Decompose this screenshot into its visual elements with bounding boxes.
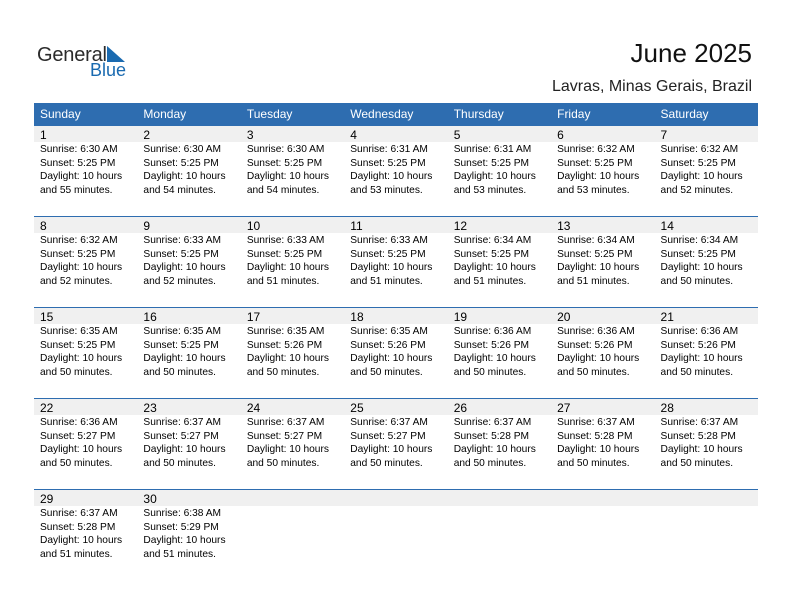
daylight-text: Daylight: 10 hours [557, 353, 640, 364]
day-number: 1 [40, 128, 47, 142]
daylight-text: Daylight: 10 hours [350, 262, 433, 273]
daylight-minutes-text: and 51 minutes. [453, 275, 527, 287]
weekday-wednesday: Wednesday [350, 107, 414, 121]
empty-day-cell [344, 490, 447, 561]
sunrise-text: Sunrise: 6:31 AM [453, 144, 532, 155]
location-label: Lavras, Minas Gerais, Brazil [551, 78, 752, 95]
daylight-text: Daylight: 10 hours [246, 262, 329, 273]
day-cell [34, 490, 137, 561]
daylight-text: Daylight: 10 hours [660, 444, 743, 455]
daylight-minutes-text: and 50 minutes. [660, 366, 734, 378]
sunset-text: Sunset: 5:28 PM [40, 521, 116, 533]
sunrise-text: Sunrise: 6:37 AM [660, 417, 739, 428]
week-row [34, 216, 758, 307]
day-cell [344, 217, 447, 288]
daylight-text: Daylight: 10 hours [143, 171, 226, 182]
day-cell [655, 399, 758, 470]
sunrise-text: Sunrise: 6:34 AM [557, 235, 635, 246]
sunset-text: Sunset: 5:28 PM [453, 430, 530, 442]
sunset-text: Sunset: 5:27 PM [40, 430, 116, 442]
daylight-minutes-text: and 54 minutes. [246, 184, 320, 196]
daylight-text: Daylight: 10 hours [660, 262, 743, 273]
sunrise-text: Sunrise: 6:32 AM [40, 235, 118, 246]
day-cell [551, 399, 654, 470]
day-cell [448, 126, 551, 197]
weekday-tuesday: Tuesday [246, 107, 293, 121]
day-number: 20 [557, 310, 571, 324]
sunrise-text: Sunrise: 6:34 AM [453, 235, 532, 246]
day-cell [241, 399, 344, 470]
day-cell [551, 126, 654, 197]
sunrise-text: Sunrise: 6:37 AM [350, 417, 428, 428]
day-number: 19 [453, 310, 468, 324]
day-number: 23 [143, 401, 157, 415]
sunset-text: Sunset: 5:25 PM [350, 248, 426, 260]
daylight-text: Daylight: 10 hours [40, 444, 123, 455]
empty-day-cell [241, 490, 344, 561]
sunrise-text: Sunrise: 6:37 AM [40, 508, 118, 519]
daylight-text: Daylight: 10 hours [350, 171, 433, 182]
daylight-minutes-text: and 52 minutes. [660, 184, 734, 196]
sunset-text: Sunset: 5:25 PM [660, 248, 736, 260]
daylight-minutes-text: and 52 minutes. [143, 275, 216, 287]
page-title: June 2025 [630, 38, 752, 68]
sunrise-text: Sunrise: 6:32 AM [557, 144, 635, 155]
day-cell [137, 308, 240, 379]
day-number: 12 [453, 219, 468, 233]
sunrise-text: Sunrise: 6:35 AM [40, 326, 118, 337]
week-days [34, 490, 758, 561]
daylight-text: Daylight: 10 hours [350, 353, 433, 364]
day-cell [34, 399, 137, 470]
day-cell [448, 217, 551, 288]
day-cell [34, 308, 137, 379]
day-number: 8 [40, 219, 47, 233]
sunrise-text: Sunrise: 6:35 AM [143, 326, 222, 337]
daylight-minutes-text: and 50 minutes. [350, 366, 423, 378]
sunset-text: Sunset: 5:27 PM [246, 430, 323, 442]
daylight-text: Daylight: 10 hours [557, 171, 640, 182]
sunrise-text: Sunrise: 6:36 AM [557, 326, 635, 337]
sunset-text: Sunset: 5:25 PM [246, 157, 323, 169]
daylight-text: Daylight: 10 hours [350, 444, 433, 455]
daylight-minutes-text: and 50 minutes. [557, 366, 630, 378]
daylight-text: Daylight: 10 hours [40, 535, 123, 546]
calendar-grid [34, 103, 758, 580]
day-cell [655, 217, 758, 288]
sunrise-text: Sunrise: 6:36 AM [453, 326, 532, 337]
day-cell [137, 126, 240, 197]
daylight-text: Daylight: 10 hours [246, 444, 329, 455]
daylight-minutes-text: and 51 minutes. [143, 548, 216, 560]
sunset-text: Sunset: 5:25 PM [453, 248, 530, 260]
daylight-minutes-text: and 50 minutes. [246, 457, 320, 469]
day-number: 29 [40, 492, 54, 506]
day-number: 17 [246, 310, 261, 324]
daylight-text: Daylight: 10 hours [143, 444, 226, 455]
daylight-minutes-text: and 50 minutes. [40, 457, 113, 469]
weekday-friday: Friday [557, 107, 591, 121]
daylight-text: Daylight: 10 hours [453, 444, 536, 455]
empty-day-cell [448, 490, 551, 561]
daylight-minutes-text: and 50 minutes. [453, 366, 527, 378]
daylight-minutes-text: and 51 minutes. [246, 275, 320, 287]
daylight-minutes-text: and 55 minutes. [40, 184, 113, 196]
sunrise-text: Sunrise: 6:30 AM [246, 144, 325, 155]
daylight-text: Daylight: 10 hours [660, 171, 743, 182]
day-number: 4 [350, 128, 357, 142]
sunrise-text: Sunrise: 6:30 AM [40, 144, 118, 155]
day-number: 7 [660, 128, 668, 142]
day-number: 13 [557, 219, 571, 233]
sunset-text: Sunset: 5:25 PM [143, 248, 219, 260]
sunrise-text: Sunrise: 6:30 AM [143, 144, 222, 155]
sunrise-text: Sunrise: 6:33 AM [143, 235, 222, 246]
sunset-text: Sunset: 5:27 PM [350, 430, 426, 442]
sunset-text: Sunset: 5:25 PM [557, 248, 633, 260]
day-number: 30 [143, 492, 157, 506]
daylight-minutes-text: and 51 minutes. [350, 275, 423, 287]
day-number: 11 [350, 219, 363, 233]
sunrise-text: Sunrise: 6:35 AM [350, 326, 428, 337]
day-number: 10 [246, 219, 261, 233]
day-cell [344, 126, 447, 197]
weekday-saturday: Saturday [660, 107, 709, 121]
day-cell [137, 217, 240, 288]
daylight-text: Daylight: 10 hours [453, 171, 536, 182]
sunset-text: Sunset: 5:26 PM [246, 339, 323, 351]
day-cell [34, 217, 137, 288]
daylight-minutes-text: and 53 minutes. [350, 184, 423, 196]
day-number: 6 [557, 128, 564, 142]
sunset-text: Sunset: 5:25 PM [557, 157, 633, 169]
day-number: 22 [40, 401, 54, 415]
daylight-text: Daylight: 10 hours [143, 353, 226, 364]
empty-day-cell [655, 490, 758, 561]
day-number: 24 [246, 401, 261, 415]
sunset-text: Sunset: 5:28 PM [557, 430, 633, 442]
week-row [34, 307, 758, 398]
daylight-text: Daylight: 10 hours [246, 171, 329, 182]
day-number: 2 [143, 128, 151, 142]
daylight-minutes-text: and 53 minutes. [557, 184, 630, 196]
sunrise-text: Sunrise: 6:36 AM [660, 326, 739, 337]
weekday-thursday: Thursday [453, 107, 504, 121]
day-cell [241, 308, 344, 379]
week-days [34, 126, 758, 197]
empty-day-cell [551, 490, 654, 561]
day-cell [241, 217, 344, 288]
daylight-text: Daylight: 10 hours [660, 353, 743, 364]
day-number: 21 [660, 310, 674, 324]
brand-logo [37, 42, 147, 82]
day-number: 18 [350, 310, 364, 324]
sunset-text: Sunset: 5:25 PM [143, 339, 219, 351]
sunset-text: Sunset: 5:29 PM [143, 521, 219, 533]
weekday-monday: Monday [143, 107, 187, 121]
daylight-minutes-text: and 50 minutes. [557, 457, 630, 469]
sunset-text: Sunset: 5:25 PM [660, 157, 736, 169]
daylight-text: Daylight: 10 hours [246, 353, 329, 364]
day-number: 25 [350, 401, 364, 415]
day-cell [551, 308, 654, 379]
daylight-minutes-text: and 50 minutes. [660, 275, 734, 287]
day-cell [137, 490, 240, 561]
day-number: 27 [557, 401, 571, 415]
sunrise-text: Sunrise: 6:33 AM [246, 235, 325, 246]
daylight-minutes-text: and 50 minutes. [246, 366, 320, 378]
sunset-text: Sunset: 5:25 PM [143, 157, 219, 169]
daylight-text: Daylight: 10 hours [557, 444, 640, 455]
day-number: 5 [453, 128, 461, 142]
day-cell [655, 308, 758, 379]
daylight-minutes-text: and 50 minutes. [143, 366, 216, 378]
daylight-text: Daylight: 10 hours [453, 262, 536, 273]
weekday-header [34, 103, 758, 126]
daylight-minutes-text: and 51 minutes. [40, 548, 113, 560]
sunset-text: Sunset: 5:26 PM [557, 339, 633, 351]
day-cell [241, 126, 344, 197]
daylight-text: Daylight: 10 hours [40, 262, 123, 273]
sunset-text: Sunset: 5:25 PM [40, 339, 116, 351]
sunset-text: Sunset: 5:25 PM [40, 157, 116, 169]
day-cell [344, 399, 447, 470]
day-cell [448, 399, 551, 470]
sunrise-text: Sunrise: 6:34 AM [660, 235, 739, 246]
week-days [34, 399, 758, 470]
daylight-text: Daylight: 10 hours [40, 171, 123, 182]
sunset-text: Sunset: 5:26 PM [660, 339, 736, 351]
day-number: 9 [143, 219, 151, 233]
daylight-text: Daylight: 10 hours [453, 353, 536, 364]
day-cell [137, 399, 240, 470]
day-number: 28 [660, 401, 674, 415]
daylight-text: Daylight: 10 hours [40, 353, 123, 364]
week-row [34, 126, 758, 216]
daylight-text: Daylight: 10 hours [143, 535, 226, 546]
daylight-minutes-text: and 52 minutes. [40, 275, 113, 287]
sunset-text: Sunset: 5:27 PM [143, 430, 219, 442]
sunrise-text: Sunrise: 6:33 AM [350, 235, 428, 246]
daylight-minutes-text: and 51 minutes. [557, 275, 630, 287]
sunset-text: Sunset: 5:28 PM [660, 430, 736, 442]
day-cell [551, 217, 654, 288]
sunset-text: Sunset: 5:25 PM [40, 248, 116, 260]
daylight-minutes-text: and 54 minutes. [143, 184, 216, 196]
sunset-text: Sunset: 5:26 PM [350, 339, 426, 351]
sunrise-text: Sunrise: 6:31 AM [350, 144, 428, 155]
sunset-text: Sunset: 5:26 PM [453, 339, 530, 351]
weekday-sunday: Sunday [40, 107, 81, 121]
week-days [34, 308, 758, 379]
day-number: 16 [143, 310, 157, 324]
day-number: 26 [453, 401, 468, 415]
sunrise-text: Sunrise: 6:32 AM [660, 144, 739, 155]
sunrise-text: Sunrise: 6:37 AM [246, 417, 325, 428]
day-number: 15 [40, 310, 54, 324]
daylight-minutes-text: and 50 minutes. [143, 457, 216, 469]
sunset-text: Sunset: 5:25 PM [350, 157, 426, 169]
logo-text-blue: Blue [90, 60, 127, 80]
week-row [34, 398, 758, 489]
day-cell [344, 308, 447, 379]
sunrise-text: Sunrise: 6:37 AM [557, 417, 635, 428]
sunrise-text: Sunrise: 6:37 AM [453, 417, 532, 428]
day-cell [448, 308, 551, 379]
week-row [34, 489, 758, 580]
daylight-text: Daylight: 10 hours [557, 262, 640, 273]
sunrise-text: Sunrise: 6:37 AM [143, 417, 222, 428]
day-number: 3 [246, 128, 254, 142]
day-number: 14 [660, 219, 674, 233]
daylight-minutes-text: and 50 minutes. [453, 457, 527, 469]
daylight-minutes-text: and 50 minutes. [660, 457, 734, 469]
daylight-text: Daylight: 10 hours [143, 262, 226, 273]
day-cell [655, 126, 758, 197]
logo-text-general: General [37, 44, 107, 66]
sunrise-text: Sunrise: 6:36 AM [40, 417, 118, 428]
day-cell [34, 126, 137, 197]
sunset-text: Sunset: 5:25 PM [246, 248, 323, 260]
daylight-minutes-text: and 53 minutes. [453, 184, 527, 196]
daylight-minutes-text: and 50 minutes. [350, 457, 423, 469]
sunset-text: Sunset: 5:25 PM [453, 157, 530, 169]
weeks-container [34, 126, 758, 580]
week-days [34, 217, 758, 288]
sunrise-text: Sunrise: 6:35 AM [246, 326, 325, 337]
daylight-minutes-text: and 50 minutes. [40, 366, 113, 378]
sunrise-text: Sunrise: 6:38 AM [143, 508, 222, 519]
